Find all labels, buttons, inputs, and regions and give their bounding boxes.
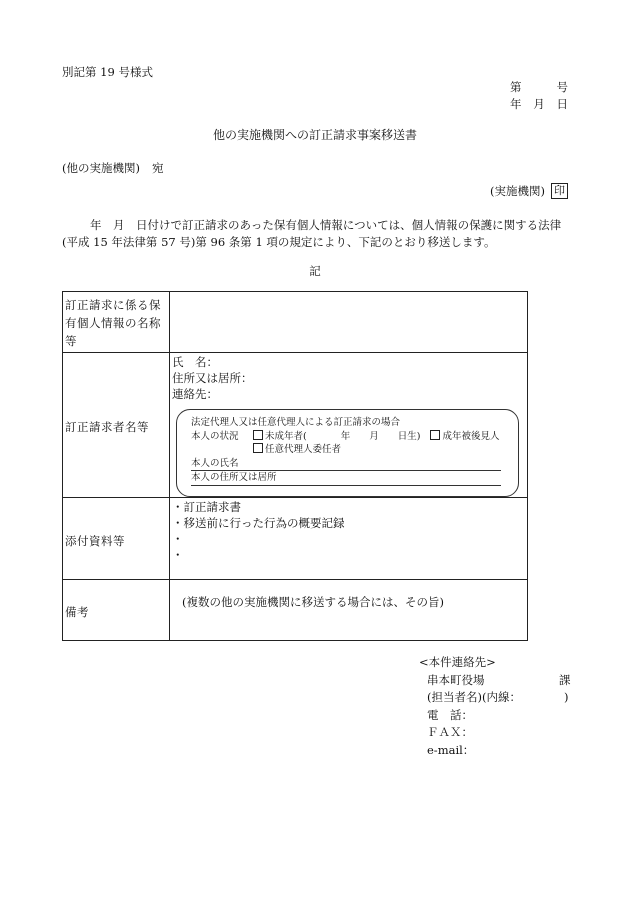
row-label-requester: 訂正請求者名等 <box>63 353 170 498</box>
contact-office: 串本町役場 <box>427 672 485 687</box>
contact-block <box>419 654 571 759</box>
contact-heading: <本件連絡先> <box>419 655 496 669</box>
contact-office-row <box>419 672 571 690</box>
agent-request-box <box>176 409 519 497</box>
adult-ward-option[interactable] <box>430 430 499 444</box>
checkbox-icon[interactable] <box>253 443 263 453</box>
attachment-item: ・訂正請求書 <box>172 500 241 514</box>
body-date-part: 年 月 日付けで <box>90 218 182 232</box>
attachment-item: ・ <box>172 548 184 562</box>
contact-person-close: ) <box>564 690 569 704</box>
issue-date-line <box>510 96 568 112</box>
requester-address-label: 住所又は居所： <box>172 371 253 385</box>
requester-contact-label: 連絡先： <box>172 387 218 401</box>
contact-person-row <box>419 689 571 707</box>
minor-option[interactable] <box>253 430 307 444</box>
birth-date-label: 年 月 日生) <box>340 430 421 442</box>
proxy-option[interactable] <box>253 443 341 457</box>
contact-phone: 電 話： <box>427 707 473 722</box>
date-month: 月 <box>533 97 545 111</box>
addressee-suffix: 宛 <box>151 161 164 175</box>
document-title: 他の実施機関への訂正請求事案移送書 <box>212 128 417 142</box>
document-number-suffix: 号 <box>556 80 568 94</box>
principal-status-label: 本人の状況 <box>191 430 239 442</box>
contact-fax: ＦＡＸ： <box>427 725 473 739</box>
requester-cell <box>170 353 528 498</box>
attachment-item: ・移送前に行った行為の概要記録 <box>172 516 345 530</box>
row-label-info-name: 訂正請求に係る保有個人情報の名称等 <box>63 292 170 353</box>
proxy-label: 任意代理人委任者 <box>265 444 342 455</box>
document-number-line <box>510 79 568 95</box>
addressee-name: (他の実施機関) <box>62 161 140 175</box>
document-number-prefix: 第 <box>510 80 522 94</box>
date-year: 年 <box>510 97 522 111</box>
minor-label: 未成年者( <box>265 430 307 442</box>
contact-person: (担当者名)(内線： <box>427 690 521 704</box>
proxy-row <box>191 443 508 457</box>
body-text: 訂正請求のあった保有個人情報については、個人情報の保護に関する法律(平成 15 年法律第 57 号)第 96 条第 1 項の規定により、下記のとおり移送します。 <box>62 218 562 249</box>
transfer-details-table <box>62 291 528 641</box>
remarks-cell[interactable] <box>170 580 528 641</box>
requester-name-label: 氏 名： <box>172 355 218 369</box>
row-label-remarks: 備考 <box>63 580 170 641</box>
attachment-item: ・ <box>172 532 184 546</box>
remarks-note: (複数の他の実施機関に移送する場合には、その旨) <box>182 595 444 609</box>
seal-mark: 印 <box>551 183 568 199</box>
principal-name-field[interactable]: 本人の氏名 <box>191 457 501 472</box>
sender-name: (実施機関) <box>490 184 545 198</box>
checkbox-icon[interactable] <box>253 430 263 440</box>
principal-address-field[interactable]: 本人の住所又は居所 <box>191 471 501 486</box>
table-row <box>63 292 528 353</box>
date-day: 日 <box>556 97 568 111</box>
principal-status-row <box>191 430 508 444</box>
form-number-label: 別記第 19 号様式 <box>62 65 153 79</box>
ki-heading: 記 <box>309 264 321 278</box>
table-row <box>63 580 528 641</box>
row-label-attachments: 添付資料等 <box>63 498 170 580</box>
sender-line <box>490 183 568 199</box>
contact-email: e-mail： <box>427 742 475 757</box>
table-row <box>63 498 528 580</box>
body-paragraph <box>62 217 570 251</box>
addressee-line <box>62 160 163 176</box>
adult-ward-label: 成年被後見人 <box>442 430 500 442</box>
info-name-field[interactable] <box>170 292 528 353</box>
attachments-cell <box>170 498 528 580</box>
checkbox-icon[interactable] <box>430 430 440 440</box>
agent-heading: 法定代理人又は任意代理人による訂正請求の場合 <box>191 417 401 428</box>
table-row <box>63 353 528 498</box>
contact-section: 課 <box>559 672 571 687</box>
